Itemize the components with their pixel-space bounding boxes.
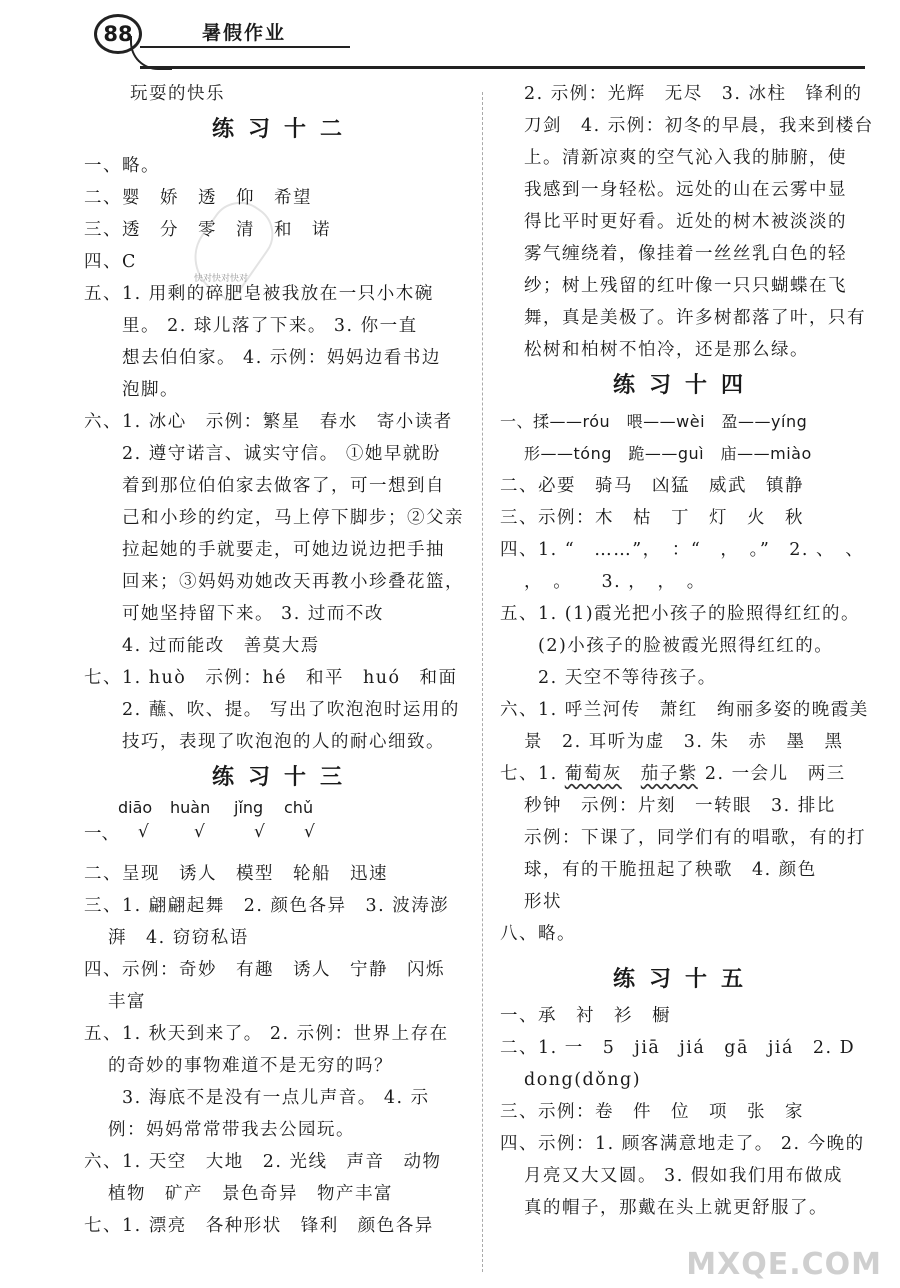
wavy-underlined-answer: 葡萄灰	[564, 764, 622, 784]
answer-line: 舞，真是美极了。许多树都落了叶，只有	[524, 308, 866, 328]
answer-line: 里。 2. 球儿落了下来。 3. 你一直	[122, 316, 418, 336]
pinyin-answer: jǐng	[234, 798, 264, 817]
answer-line: 我感到一身轻松。远处的山在云雾中显	[524, 180, 847, 200]
check-mark-icon: √	[304, 822, 315, 842]
answer-line: 的奇妙的事物难道不是无穷的吗？	[108, 1056, 393, 1076]
check-mark-icon: √	[138, 822, 149, 842]
answer-line: 植物 矿产 景色奇异 物产丰富	[108, 1184, 393, 1204]
answer-line: 五、1. 秋天到来了。 2. 示例：世界上存在	[84, 1024, 449, 1044]
header-title: 暑假作业	[202, 22, 287, 44]
answer-line: 例：妈妈常常带我去公园玩。	[108, 1120, 355, 1140]
answer-line: 上。清新凉爽的空气沁入我的肺腑，使	[524, 148, 847, 168]
exercise-12-title: 练习十二	[211, 117, 356, 142]
answer-line: dong(dǒng)	[524, 1070, 642, 1090]
exercise-12-continued	[500, 78, 874, 366]
answer-line: 雾气缠绕着，像挂着一丝丝乳白色的轻	[524, 244, 847, 264]
check-mark-icon: √	[194, 822, 205, 842]
q7-prefix: 七、1.	[500, 764, 565, 784]
stamp-text: 快对快对快对	[194, 274, 249, 284]
right-column	[500, 78, 874, 1224]
answer-line: 五、1. (1)霞光把小孩子的脸照得红红的。	[500, 604, 861, 624]
check-mark-icon: √	[254, 822, 265, 842]
answer-line: 四、1. “ ……”， ：“ ， 。” 2. 、 、	[500, 540, 865, 560]
header-curve	[130, 36, 172, 70]
answer-line: 3. 海底不是没有一点儿声音。 4. 示	[122, 1088, 430, 1108]
answer-line: 真的帽子，那戴在头上就更舒服了。	[524, 1198, 828, 1218]
header-rule-long	[140, 66, 865, 69]
exercise-13-body	[84, 858, 484, 1242]
answer-line: 二、1. 一 5 jiā jiá gā jiá 2. D	[500, 1038, 856, 1058]
answer-line: 二、必要 骑马 凶猛 威武 镇静	[500, 476, 804, 496]
intro-line: 玩耍的快乐	[130, 84, 225, 104]
site-watermark: MXQE.COM	[686, 1247, 882, 1282]
answer-line: 七、1. huò 示例：hé 和平 huó 和面	[84, 668, 458, 688]
answer-line: 己和小珍的约定，马上停下脚步；②父亲	[122, 508, 464, 528]
answer-line: 三、1. 翩翩起舞 2. 颜色各异 3. 波涛澎	[84, 896, 450, 916]
answer-line: 二、呈现 诱人 模型 轮船 迅速	[84, 864, 388, 884]
answer-line: 湃 4. 窃窃私语	[108, 928, 249, 948]
answer-line: 三、示例：卷 件 位 项 张 家	[500, 1102, 804, 1122]
answer-line: 得比平时更好看。近处的树木被淡淡的	[524, 212, 847, 232]
answer-line: ， 。 3. ， ， 。	[524, 572, 706, 592]
answer-line: 形状	[524, 892, 562, 912]
pinyin-answer: huàn	[170, 798, 211, 817]
answer-line: (2)小孩子的脸被霞光照得红红的。	[538, 636, 834, 656]
pinyin-answer: diāo	[118, 798, 153, 817]
answer-line: 景 2. 耳听为虚 3. 朱 赤 墨 黑	[524, 732, 844, 752]
answer-line: 三、示例：木 枯 丁 灯 火 秋	[500, 508, 804, 528]
answer-line: 可她坚持留下来。 3. 过而不改	[122, 604, 384, 624]
exercise-14-title: 练习十四	[612, 373, 757, 398]
answer-line: 回来；③妈妈劝她改天再教小珍叠花篮，	[122, 572, 464, 592]
answer-line: 月亮又大又圆。 3. 假如我们用布做成	[524, 1166, 843, 1186]
pinyin-answer: chǔ	[284, 798, 314, 817]
exercise-15-title: 练习十五	[612, 967, 757, 992]
exercise-13-q1	[84, 798, 484, 858]
answer-line: 八、略。	[500, 924, 576, 944]
answer-line: 2. 示例：光辉 无尽 3. 冰柱 锋利的	[524, 84, 863, 104]
exercise-15-body	[500, 1000, 870, 1224]
answer-line: 六、1. 呼兰河传 萧红 绚丽多姿的晚霞美	[500, 700, 869, 720]
answer-line: 松树和柏树不怕冷，还是那么绿。	[524, 340, 809, 360]
header-rule-short	[140, 46, 350, 48]
wavy-underlined-answer: 茄子紫	[640, 764, 698, 784]
answer-line: 2. 蘸、吹、提。 写出了吹泡泡时运用的	[122, 700, 460, 720]
answer-line: 示例：下课了，同学们有的唱歌，有的打	[524, 828, 866, 848]
answer-line: 一、承 衬 衫 橱	[500, 1006, 671, 1026]
answer-line: 七、1. 漂亮 各种形状 锋利 颜色各异	[84, 1216, 434, 1236]
exercise-12-body	[84, 150, 484, 758]
answer-line: 形——tóng 跪——guì 庙——miào	[524, 444, 812, 463]
page-number: 88	[94, 14, 142, 54]
answer-line: 拉起她的手就要走，可她边说边把手抽	[122, 540, 445, 560]
answer-line: 二、婴 娇 透 仰 希望	[84, 188, 312, 208]
answer-line: 泡脚。	[122, 380, 179, 400]
answer-line: 2. 遵守诺言、诚实守信。 ①她早就盼	[122, 444, 441, 464]
answer-line: 刀剑 4. 示例：初冬的早晨，我来到楼台	[524, 116, 874, 136]
answer-line: 2. 天空不等待孩子。	[538, 668, 717, 688]
answer-line: 秒钟 示例：片刻 一转眼 3. 排比	[524, 796, 836, 816]
answer-line: 一、略。	[84, 156, 160, 176]
answer-line: 球，有的干脆扭起了秧歌 4. 颜色	[524, 860, 817, 880]
answer-line: 六、1. 天空 大地 2. 光线 声音 动物	[84, 1152, 442, 1172]
exercise-13-title: 练习十三	[211, 765, 356, 790]
answer-line: 技巧，表现了吹泡泡的人的耐心细致。	[122, 732, 445, 752]
answer-line-q7	[500, 758, 870, 790]
exercise-14-body	[500, 406, 870, 950]
answer-line: 四、C	[84, 252, 137, 272]
left-column	[84, 78, 484, 1242]
answer-line: 着到那位伯伯家去做客了，可一想到自	[122, 476, 445, 496]
answer-line: 六、1. 冰心 示例：繁星 春水 寄小读者	[84, 412, 453, 432]
page-header	[0, 0, 900, 70]
answer-line: 五、1. 用剩的碎肥皂被我放在一只小木碗	[84, 284, 434, 304]
q7-rest: 2. 一会儿 两三	[697, 764, 846, 784]
answer-line: 想去伯伯家。 4. 示例：妈妈边看书边	[122, 348, 441, 368]
answer-line: 4. 过而能改 善莫大焉	[122, 636, 320, 656]
answer-line: 四、示例：1. 顾客满意地走了。 2. 今晚的	[500, 1134, 865, 1154]
answer-line: 四、示例：奇妙 有趣 诱人 宁静 闪烁	[84, 960, 445, 980]
answer-line: 一、揉——róu 喂——wèi 盈——yíng	[500, 412, 808, 431]
answer-line: 三、透 分 零 清 和 诺	[84, 220, 331, 240]
answer-line: 纱；树上残留的红叶像一只只蝴蝶在飞	[524, 276, 847, 296]
q1-label: 一、	[84, 824, 119, 844]
answer-line: 丰富	[108, 992, 146, 1012]
